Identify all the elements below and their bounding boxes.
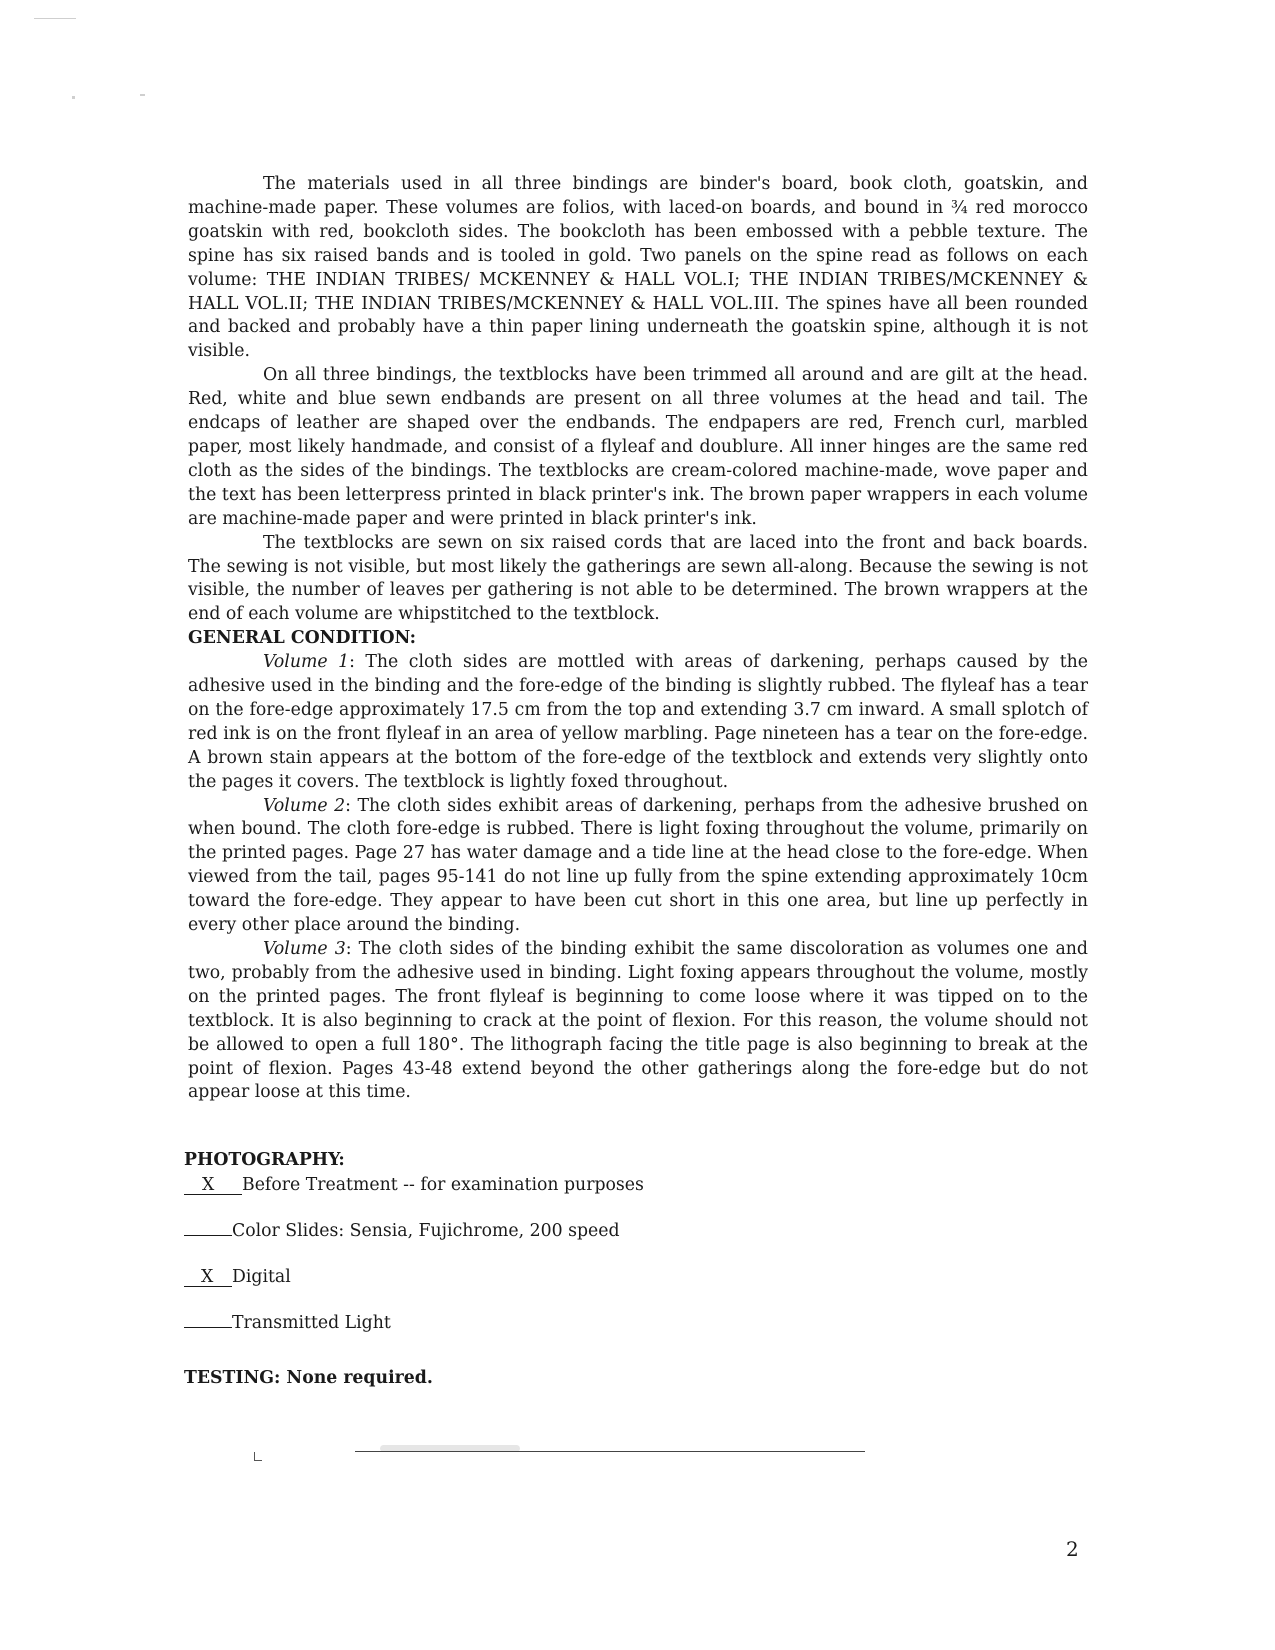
testing-value: None required. <box>286 1368 433 1388</box>
testing-line <box>184 1368 433 1388</box>
page-number: 2 <box>1066 1537 1079 1561</box>
photo-option-before-treatment <box>184 1173 984 1197</box>
photo-option-color-slides <box>184 1219 984 1243</box>
photo-option-label: Color Slides: Sensia, Fujichrome, 200 speed <box>232 1221 620 1241</box>
photo-check-blank <box>184 1219 232 1236</box>
volume-3-label: Volume 3 <box>263 939 346 959</box>
photo-check-mark <box>184 1268 232 1287</box>
photo-check-blank <box>184 1311 232 1328</box>
scan-artifact <box>72 96 75 99</box>
volume-1-paragraph <box>188 651 1088 794</box>
photo-check-x: X <box>201 1267 214 1287</box>
photo-check-x: X <box>202 1175 215 1195</box>
signature-mark <box>254 1452 262 1461</box>
testing-label: TESTING: <box>184 1368 281 1388</box>
photo-option-transmitted-light <box>184 1311 984 1335</box>
volume-3-paragraph <box>188 938 1088 1105</box>
volume-2-text: : The cloth sides exhibit areas of darkening, perhaps from the adhesive brushed on when bound. The cloth fore-edge is rubbed. There is light foxing throughout the volume, primarily on the printed pages. Page 27 has water damage and a tide line at the head close to the fore-edge. When viewed from the tail, pages 95-141 do not line up fully from the spine extending approximately 10cm toward the fore-edge. They appear to have been cut short in this one area, but line up perfectly in every other place around the binding. <box>188 795 1088 936</box>
photo-check-mark <box>184 1176 242 1195</box>
paragraph-bindings: On all three bindings, the textblocks have been trimmed all around and are gilt at the head. Red, white and blue sewn endbands are present on all three volumes at the head and tail. The endcaps of leather are shaped over the endbands. The endpapers are red, French curl, marbled paper, most likely handmade, and consist of a flyleaf and doublure. All inner hinges are the same red cloth as the sides of the bindings. The textblocks are cream-colored machine-made, wove paper and the text has been letterpress printed in black printer's ink. The brown paper wrappers in each volume are machine-made paper and were printed in black printer's ink. <box>188 365 1088 529</box>
photo-option-label: Digital <box>232 1267 291 1287</box>
paragraph-materials: The materials used in all three bindings are binder's board, book cloth, goatskin, and machine-made paper. These volumes are folios, with laced-on boards, and bound in ¾ red morocco goatskin with red, bookcloth sides. The bookcloth has been embossed with a pebble texture. The spine has six raised bands and is tooled in gold. Two panels on the spine read as follows on each volume: THE INDIAN TRIBES/ MCKENNEY & HALL VOL.I; THE INDIAN TRIBES/MCKENNEY & HALL VOL.II; THE INDIAN TRIBES/MCKENNEY & HALL VOL.III. The spines have all been rounded and backed and probably have a thin paper lining underneath the goatskin spine, although it is not visible. <box>188 174 1088 362</box>
photo-option-digital <box>184 1265 984 1289</box>
scan-artifact <box>140 94 145 96</box>
volume-3-text: : The cloth sides of the binding exhibit the same discoloration as volumes one and two, probably from the adhesive used in binding. Light foxing appears throughout the volume, mostly on the printed pages. The front flyleaf is beginning to come loose where it was tipped on to the textblock. It is also beginning to crack at the point of flexion. For this reason, the volume should not be allowed to open a full 180°. The lithograph facing the title page is also beginning to break at the point of flexion. Pages 43-48 extend beyond the other gatherings along the fore-edge but do not appear loose at this time. <box>188 939 1088 1103</box>
paragraph-sewing: The textblocks are sewn on six raised cords that are laced into the front and back boards. The sewing is not visible, but most likely the gatherings are sewn all-along. Because the sewing is not visible, the number of leaves per gathering is not able to be determined. The brown wrappers at the end of each volume are whipstitched to the textblock. <box>188 532 1088 625</box>
general-condition-heading: GENERAL CONDITION: <box>188 628 417 649</box>
photo-option-label: Before Treatment -- for examination purposes <box>242 1175 644 1195</box>
photography-section <box>184 1148 984 1335</box>
volume-1-text: : The cloth sides are mottled with areas of darkening, perhaps caused by the adhesive used in the binding and the fore-edge of the binding is slightly rubbed. The flyleaf has a tear on the fore-edge approximately 17.5 cm from the top and extending 3.7 cm inward. A small splotch of red ink is on the front flyleaf in an area of yellow marbling. Page nineteen has a tear on the fore-edge. A brown stain appears at the bottom of the fore-edge of the textblock and extends very slightly onto the pages it covers. The textblock is lightly foxed throughout. <box>188 652 1088 792</box>
volume-2-paragraph <box>188 795 1088 938</box>
photography-heading: PHOTOGRAPHY: <box>184 1150 345 1170</box>
photo-option-label: Transmitted Light <box>232 1313 391 1333</box>
signature-line <box>355 1451 865 1452</box>
volume-2-label: Volume 2 <box>263 795 346 816</box>
volume-1-label: Volume 1 <box>263 652 350 673</box>
scan-artifact <box>34 18 76 19</box>
document-body <box>188 173 1088 1105</box>
